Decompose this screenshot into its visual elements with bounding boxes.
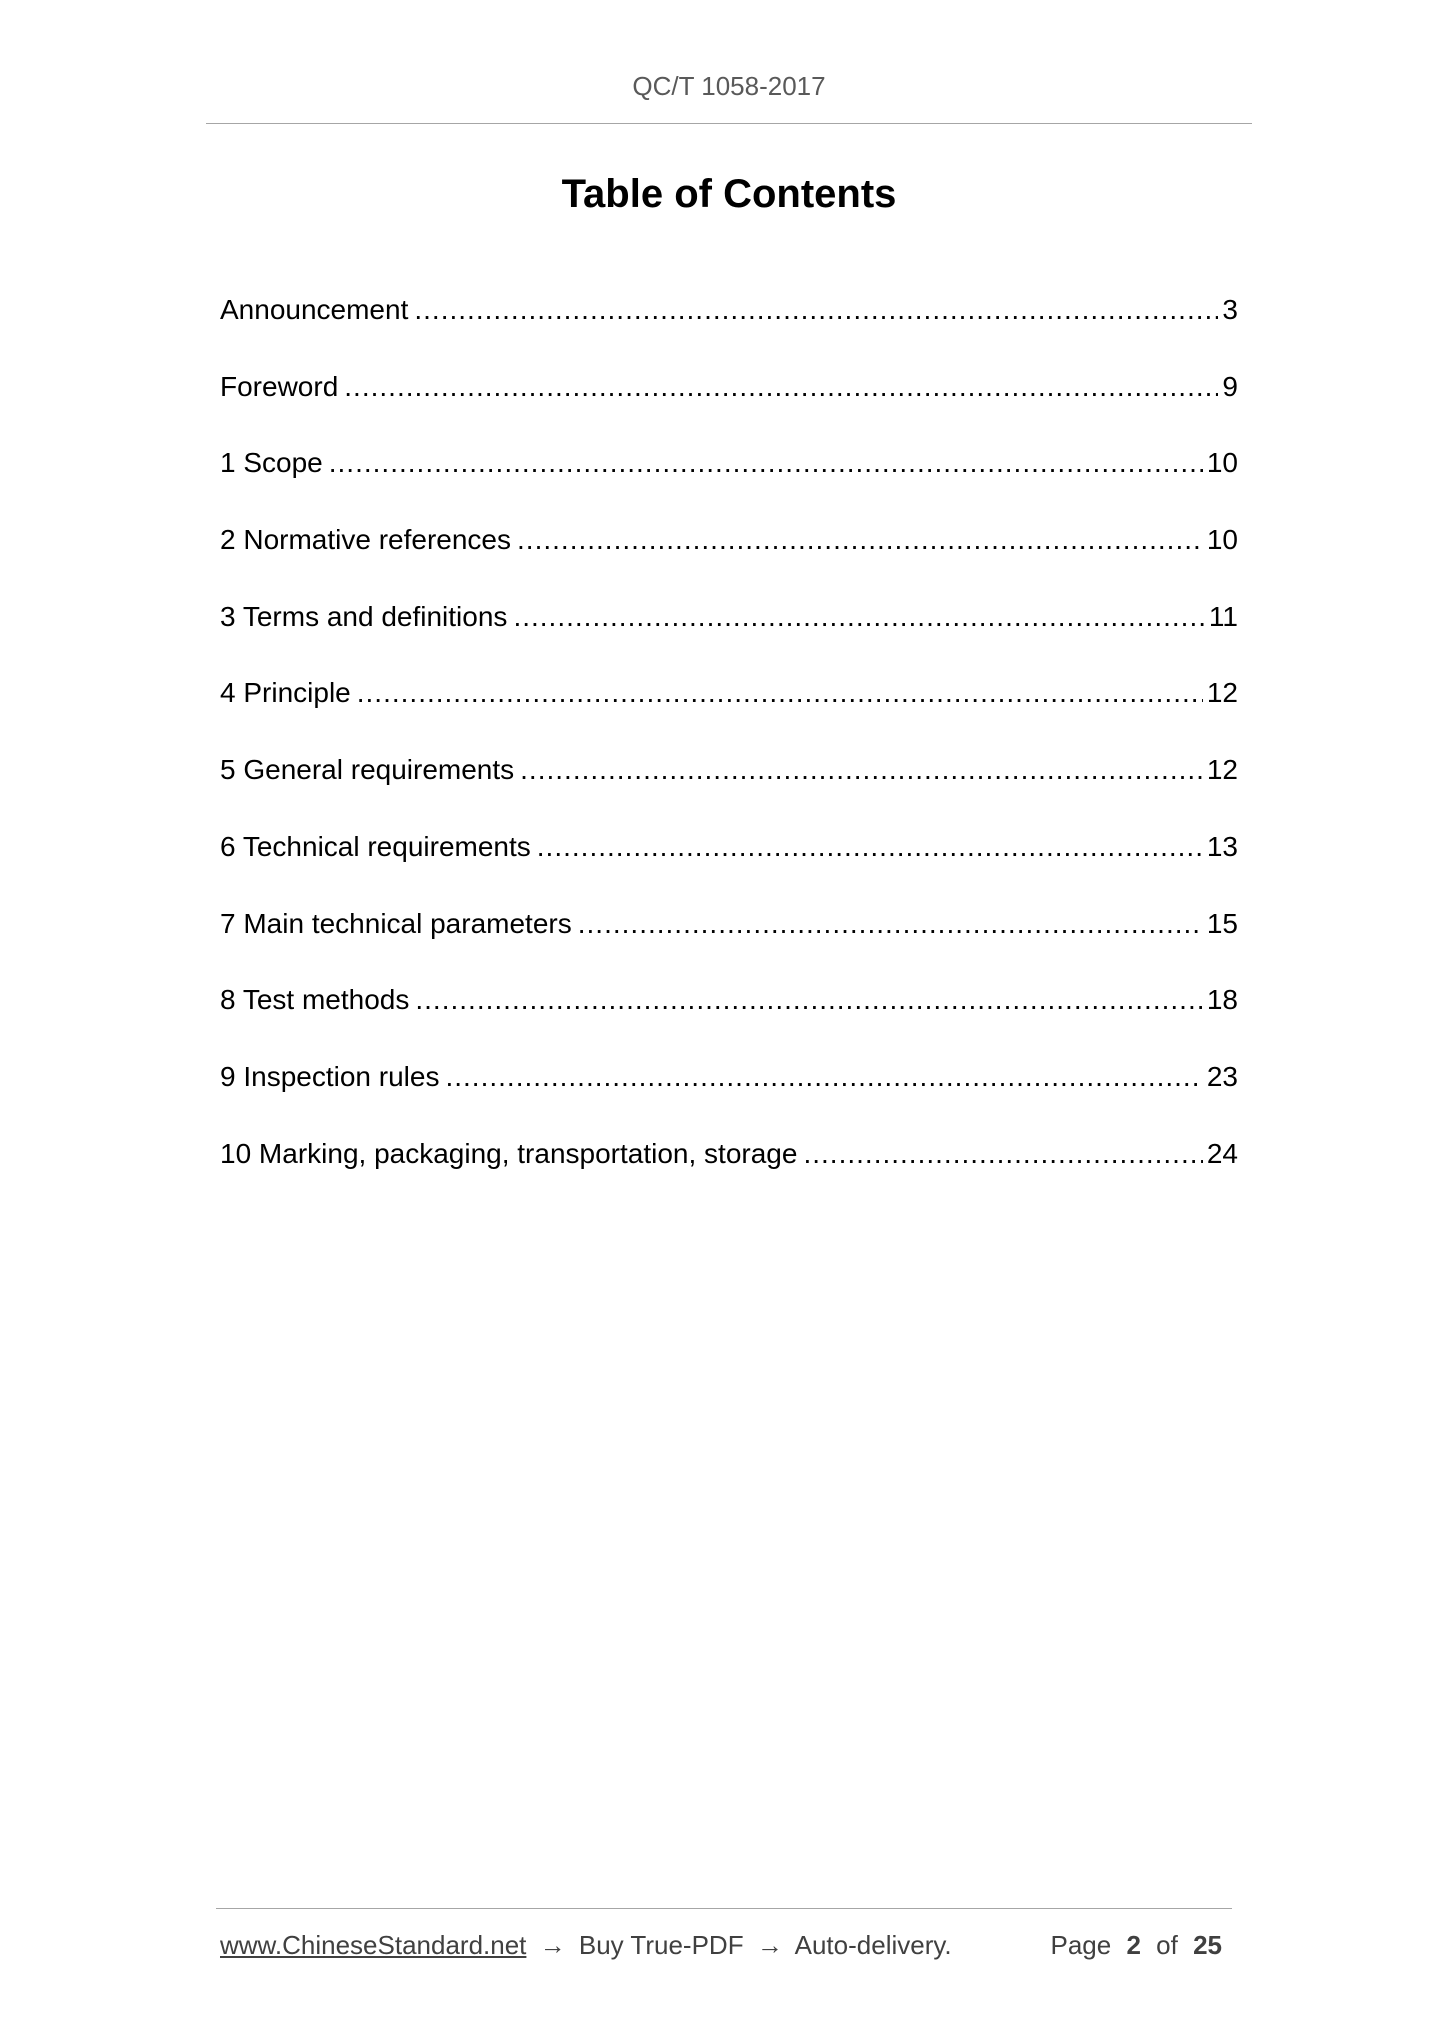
toc-entry-inspection-rules[interactable] xyxy=(220,1055,1238,1132)
toc-entry-label: 9 Inspection rules xyxy=(220,1060,440,1092)
auto-delivery-text: Auto-delivery. xyxy=(794,1930,952,1960)
of-word: of xyxy=(1156,1930,1178,1960)
toc-entry-label: 7 Main technical parameters xyxy=(220,907,572,939)
toc-entry-label: Announcement xyxy=(220,294,409,325)
arrow-right-icon: → xyxy=(756,1930,783,1960)
toc-entry-label: Foreword xyxy=(220,370,339,402)
toc-entry-label: 5 General requirements xyxy=(220,754,515,786)
toc-entry-test-methods[interactable] xyxy=(220,978,1238,1055)
toc-entry-label: 2 Normative references xyxy=(220,524,512,556)
dot-leader xyxy=(357,671,1203,715)
dot-leader xyxy=(578,902,1203,946)
buy-pdf-text: Buy True-PDF xyxy=(578,1930,744,1960)
toc-entry-normative-references[interactable] xyxy=(220,518,1238,595)
toc-entry-page: 15 xyxy=(1206,907,1238,939)
total-page-number: 25 xyxy=(1193,1930,1222,1960)
running-header: QC/T 1058-2017 xyxy=(632,71,826,101)
dot-leader xyxy=(445,1055,1202,1099)
toc-entry-terms-and-definitions[interactable] xyxy=(220,595,1238,672)
arrow-right-icon: → xyxy=(539,1930,566,1960)
page-word: Page xyxy=(1050,1930,1112,1960)
toc-entry-label: 8 Test methods xyxy=(220,984,410,1016)
toc-entry-label: 1 Scope xyxy=(220,447,323,479)
toc-entry-label: 10 Marking, packaging, transportation, storage xyxy=(220,1137,798,1169)
dot-leader xyxy=(414,288,1218,332)
toc-entry-main-technical-parameters[interactable] xyxy=(220,902,1238,979)
dot-leader xyxy=(520,748,1203,792)
dot-leader xyxy=(329,441,1203,485)
toc-entry-page: 3 xyxy=(1222,294,1238,325)
page-title: Table of Contents xyxy=(561,172,897,216)
toc-entry-page: 12 xyxy=(1206,677,1238,709)
page-counter xyxy=(1050,1925,1230,1965)
table-of-contents xyxy=(220,288,1238,1208)
toc-entry-page: 23 xyxy=(1206,1060,1238,1092)
toc-entry-page: 13 xyxy=(1206,830,1238,862)
dot-leader xyxy=(513,595,1204,639)
toc-entry-page: 9 xyxy=(1222,370,1238,402)
dot-leader xyxy=(537,825,1203,869)
toc-entry-general-requirements[interactable] xyxy=(220,748,1238,825)
toc-entry-marking-packaging[interactable] xyxy=(220,1132,1238,1209)
dot-leader xyxy=(803,1132,1202,1176)
footer-divider xyxy=(216,1908,1232,1909)
toc-entry-foreword[interactable] xyxy=(220,365,1238,442)
toc-entry-page: 10 xyxy=(1206,524,1238,556)
header-divider xyxy=(206,123,1252,124)
toc-entry-label: 6 Technical requirements xyxy=(220,830,531,862)
footer-promo xyxy=(220,1925,952,1965)
toc-entry-announcement[interactable] xyxy=(220,288,1238,365)
toc-entry-page: 12 xyxy=(1206,754,1238,786)
website-link[interactable]: www.ChineseStandard.net xyxy=(220,1930,527,1960)
toc-entry-technical-requirements[interactable] xyxy=(220,825,1238,902)
toc-entry-label: 3 Terms and definitions xyxy=(220,600,508,632)
toc-entry-principle[interactable] xyxy=(220,671,1238,748)
toc-entry-scope[interactable] xyxy=(220,441,1238,518)
dot-leader xyxy=(415,978,1202,1022)
dot-leader xyxy=(517,518,1203,562)
toc-entry-page: 10 xyxy=(1206,447,1238,479)
toc-entry-page: 18 xyxy=(1206,984,1238,1016)
toc-entry-page: 11 xyxy=(1208,600,1238,632)
page-footer xyxy=(220,1925,1230,1965)
toc-entry-page: 24 xyxy=(1206,1137,1238,1169)
dot-leader xyxy=(344,365,1218,409)
current-page-number: 2 xyxy=(1126,1930,1141,1960)
toc-entry-label: 4 Principle xyxy=(220,677,351,709)
